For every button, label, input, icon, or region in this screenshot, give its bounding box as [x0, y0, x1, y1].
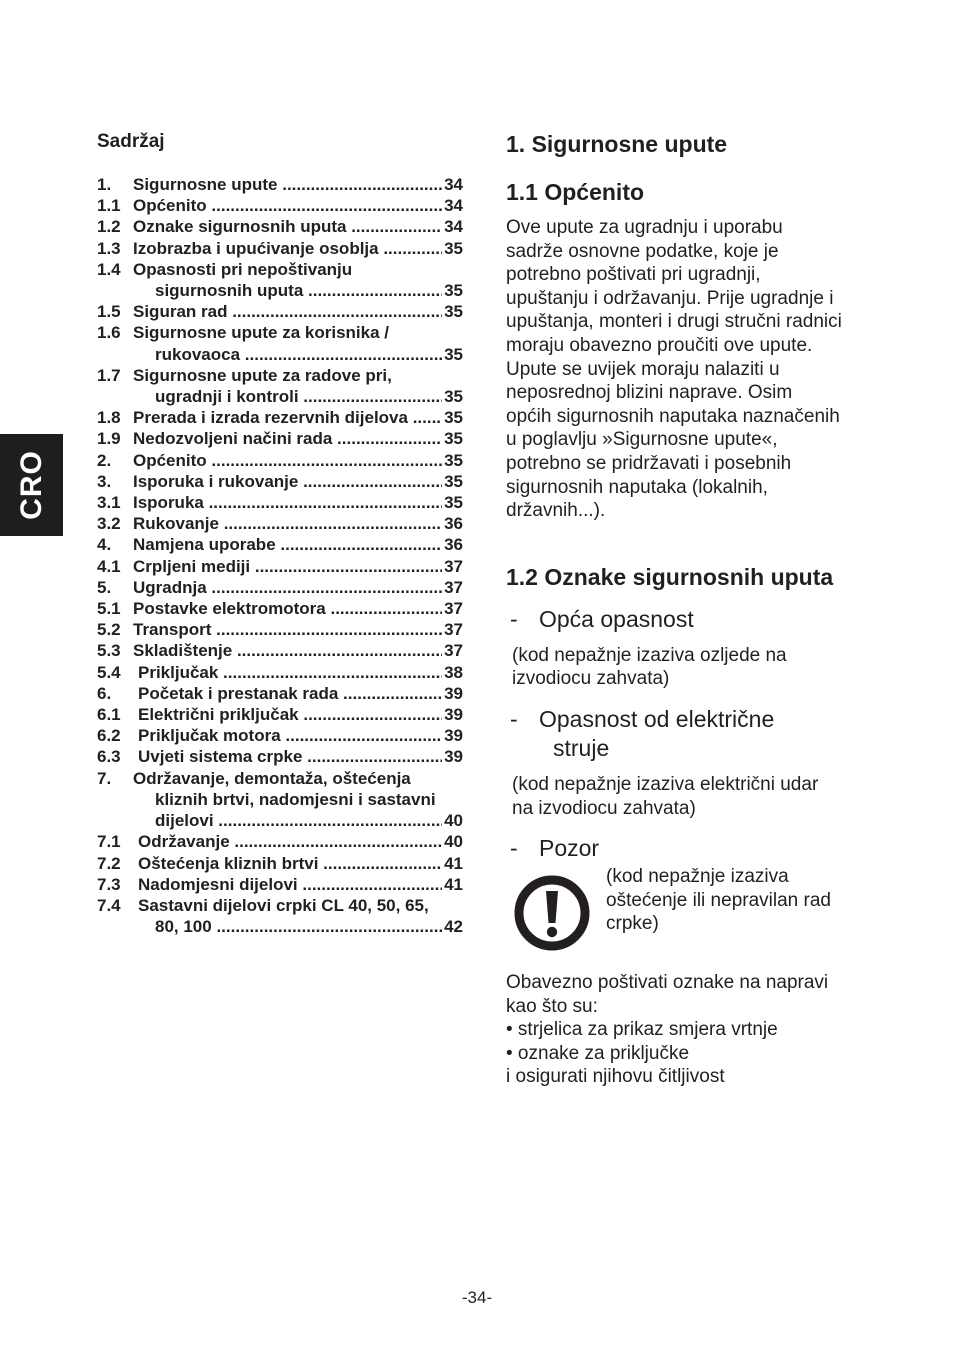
toc-entry-number: 5.1 — [97, 599, 121, 619]
toc-entry-body — [133, 450, 463, 471]
toc-entry — [97, 598, 463, 619]
toc-entry-line — [138, 853, 463, 874]
toc-entry-line — [138, 831, 463, 852]
toc-entry-page: 38 — [444, 662, 463, 682]
language-tab — [0, 434, 63, 536]
toc-entry-line — [133, 534, 463, 555]
toc-entry — [97, 238, 463, 259]
general-line: u poglavlju »Sigurnosne upute«, — [506, 429, 778, 451]
toc-entry-line — [133, 640, 463, 661]
dash-mark: - — [510, 835, 518, 862]
toc-entry-number: 1.2 — [97, 217, 121, 237]
hazard-caution-title: - Pozor — [506, 834, 876, 863]
toc-entry-title: Isporuka ..... — [133, 492, 442, 513]
general-line: potrebno se pridržavati i posebnih — [506, 452, 792, 474]
toc-entry-page: 39 — [444, 683, 463, 703]
general-line: moraju obavezno proučiti ove upute. — [506, 334, 813, 356]
toc-entry-page: 35 — [444, 493, 463, 513]
toc-entry-line — [133, 428, 463, 449]
toc-entry-line — [138, 725, 463, 746]
toc-entry-title: rukovaoca ..... — [155, 344, 442, 365]
toc-entry-page: 37 — [444, 577, 463, 597]
toc-entry — [97, 853, 463, 874]
toc-entry-title: ugradnji i kontroli ..... — [155, 386, 442, 407]
toc-entry-title: Općenito ..... — [133, 450, 442, 471]
general-line: državnih...). — [506, 500, 606, 522]
toc-entry-number: 1. — [97, 175, 112, 194]
general-line: sigurnosnih naputaka (lokalnih, — [506, 476, 768, 498]
toc-entry-number: 1.9 — [97, 429, 121, 449]
toc-entry-body — [138, 895, 463, 937]
toc-entry — [97, 577, 463, 598]
toc-entry-title: Ugradnja ..... — [133, 577, 442, 598]
toc-entry-title: Općenito ..... — [133, 195, 442, 216]
toc-entry-body — [138, 725, 463, 746]
toc-entry-line — [133, 513, 463, 534]
note-line: na izvodiocu zahvata) — [512, 797, 696, 819]
language-label: CRO — [14, 450, 48, 520]
toc-entry-page: 41 — [444, 874, 463, 894]
toc-entry-title: Postavke elektromotora ..... — [133, 598, 442, 619]
toc-entry-line — [133, 471, 463, 492]
toc-entry-page: 42 — [444, 917, 463, 937]
toc-entry — [97, 895, 463, 937]
dash-mark: - — [510, 705, 518, 732]
toc-entry-body — [138, 874, 463, 895]
subsection-heading-safety-signs: 1.2 Oznake sigurnosnih uputa — [506, 563, 834, 590]
toc-entry-title: Isporuka i rukovanje ..... — [133, 471, 442, 492]
toc-entry — [97, 831, 463, 852]
toc-entry-line — [138, 683, 463, 704]
toc-entry-title: Prerada i izrada rezervnih dijelova ..... — [133, 407, 442, 428]
hazard-electric-title — [506, 705, 876, 763]
toc-entry-title: Crpljeni mediji ..... — [133, 556, 442, 577]
hazard-general-title: - Opća opasnost — [506, 605, 876, 634]
toc-entry — [97, 513, 463, 534]
toc-entry — [97, 704, 463, 725]
toc-entry-body — [138, 662, 463, 683]
toc-entry-page: 35 — [444, 450, 463, 470]
toc-entry-body — [133, 577, 463, 598]
toc-entry-number: 2. — [97, 450, 112, 470]
toc-entry — [97, 216, 463, 237]
toc-entry-body — [133, 238, 463, 259]
toc-entry-title: Namjena uporabe ..... — [133, 534, 442, 555]
general-paragraph — [506, 216, 876, 523]
toc-entry-title: Rukovanje ..... — [133, 513, 442, 534]
closing-line: • strjelica za prikaz smjera vrtnje — [506, 1019, 778, 1041]
note-line: izvodiocu zahvata) — [512, 668, 670, 690]
general-line: upuštanju i održavanju. Prije ugradnje i — [506, 287, 834, 309]
toc-entry-title: kliznih brtvi, nadomjesni i sastavni — [155, 789, 436, 809]
toc-entry-number: 1.8 — [97, 408, 121, 428]
toc-entry-title: Oznake sigurnosnih uputa ..... — [133, 216, 442, 237]
closing-line: • oznake za priključke — [506, 1042, 690, 1064]
toc-entry-number: 1.7 — [97, 365, 121, 385]
toc-entry-page: 35 — [444, 281, 463, 301]
toc-entry-number: 7. — [97, 768, 112, 788]
general-line: potrebno poštivati pri ugradnji, — [506, 264, 761, 286]
closing-line: kao što su: — [506, 995, 598, 1017]
toc-entry-body — [138, 831, 463, 852]
toc-entry-number: 6.2 — [97, 726, 121, 746]
toc-entry-page: 37 — [444, 641, 463, 661]
toc-entry-body — [133, 513, 463, 534]
toc-entry — [97, 556, 463, 577]
toc-entry-title: Sigurnosne upute za korisnika / — [133, 323, 389, 343]
toc-entry-page: 39 — [444, 705, 463, 725]
toc-entry-body — [133, 407, 463, 428]
toc-entry-line — [133, 450, 463, 471]
toc-entry — [97, 725, 463, 746]
toc-entry — [97, 259, 463, 301]
toc-entry-page: 34 — [444, 196, 463, 216]
toc-entry — [97, 428, 463, 449]
toc-entry-body — [133, 301, 463, 322]
toc-entry-line — [133, 556, 463, 577]
toc-entry-line — [138, 874, 463, 895]
toc-entry-page: 35 — [444, 238, 463, 258]
note-line: crpke) — [606, 913, 659, 935]
toc-entry — [97, 322, 463, 364]
toc-entry-page: 39 — [444, 726, 463, 746]
toc-entry-number: 3. — [97, 471, 112, 491]
toc-entry-title: Održavanje ..... — [138, 831, 442, 852]
toc-entry-line — [126, 344, 463, 365]
toc-entry-title: Održavanje, demontaža, oštećenja — [133, 768, 411, 788]
toc-entry-page: 37 — [444, 620, 463, 640]
toc-entry-body — [133, 492, 463, 513]
closing-line: Obavezno poštivati oznake na napravi — [506, 972, 829, 994]
toc-entry-number: 6.1 — [97, 705, 121, 725]
toc-entry-number: 6. — [97, 683, 112, 703]
toc-entry-body — [133, 471, 463, 492]
toc-entry-title: Priključak ..... — [138, 662, 442, 683]
toc-entry-number: 7.1 — [97, 832, 121, 852]
toc-list — [97, 174, 463, 937]
toc-entry-line — [138, 895, 463, 916]
general-line: neposrednoj blizini naprave. Osim — [506, 382, 793, 404]
toc-entry-number: 7.3 — [97, 874, 121, 894]
toc-entry-line — [133, 492, 463, 513]
toc-entry-number: 6.3 — [97, 747, 121, 767]
toc-entry-body — [133, 195, 463, 216]
toc-entry-number: 5. — [97, 577, 112, 597]
toc-entry-title: Sigurnosne upute ..... — [133, 174, 442, 195]
toc-entry-page: 40 — [444, 811, 463, 831]
toc-entry — [97, 662, 463, 683]
toc-entry-body — [133, 322, 463, 364]
toc-entry-title: Nadomjesni dijelovi ..... — [138, 874, 442, 895]
caution-row — [506, 865, 876, 953]
toc-entry-page: 35 — [444, 387, 463, 407]
toc-entry-line — [133, 768, 463, 789]
hazard-caution-note — [606, 865, 831, 936]
toc-entry-number: 5.4 — [97, 662, 121, 682]
table-of-contents — [97, 130, 463, 937]
toc-entry-line — [133, 365, 463, 386]
toc-entry-line — [133, 577, 463, 598]
toc-entry-page: 37 — [444, 599, 463, 619]
toc-entry-number: 1.1 — [97, 196, 121, 216]
toc-entry — [97, 450, 463, 471]
toc-entry — [97, 174, 463, 195]
toc-entry — [97, 746, 463, 767]
toc-entry-page: 35 — [444, 344, 463, 364]
note-line: (kod nepažnje izaziva — [606, 866, 789, 888]
general-line: upuštanja, monteri i drugi stručni radnici — [506, 311, 842, 333]
hazard-electric-note — [506, 773, 876, 820]
toc-entry-line — [133, 216, 463, 237]
toc-entry-page: 35 — [444, 471, 463, 491]
toc-entry-page: 35 — [444, 429, 463, 449]
toc-entry-line — [126, 916, 463, 937]
page-number: -34- — [461, 1288, 493, 1307]
note-line: oštećenje ili nepravilan rad — [606, 889, 831, 911]
general-line: sadrže osnovne podatke, koje je — [506, 240, 779, 262]
toc-entry-body — [133, 768, 463, 832]
toc-entry-line — [133, 238, 463, 259]
toc-entry-title: Opasnosti pri nepoštivanju — [133, 259, 353, 279]
toc-entry-line — [126, 789, 463, 810]
toc-entry-page: 39 — [444, 747, 463, 767]
toc-entry-line — [138, 662, 463, 683]
toc-entry — [97, 619, 463, 640]
toc-entry — [97, 683, 463, 704]
toc-entry-line — [133, 598, 463, 619]
toc-entry-line — [126, 280, 463, 301]
toc-entry — [97, 365, 463, 407]
toc-entry-body — [133, 216, 463, 237]
toc-entry-title: Oštećenja kliznih brtvi ..... — [138, 853, 442, 874]
toc-entry-line — [133, 174, 463, 195]
toc-entry-line — [126, 810, 463, 831]
toc-title: Sadržaj — [97, 131, 165, 152]
toc-entry-page: 36 — [444, 535, 463, 555]
toc-entry-line — [133, 259, 463, 280]
toc-entry-title: Električni priključak ..... — [138, 704, 442, 725]
toc-entry-number: 1.5 — [97, 302, 121, 322]
exclamation-warning-icon — [512, 873, 592, 953]
toc-entry-body — [133, 365, 463, 407]
note-line: (kod nepažnje izaziva ozljede na — [512, 644, 787, 666]
toc-entry-page: 35 — [444, 302, 463, 322]
toc-entry-page: 34 — [444, 175, 463, 194]
subsection-heading-general: 1.1 Općenito — [506, 179, 645, 205]
hazard-general-note — [506, 644, 876, 691]
toc-entry-title: Sigurnosne upute za radove pri, — [133, 365, 392, 385]
general-line: općih sigurnosnih naputaka naznačenih — [506, 405, 840, 427]
toc-entry-body — [133, 598, 463, 619]
toc-entry-body — [133, 534, 463, 555]
closing-line: i osigurati njihovu čitljivost — [506, 1066, 725, 1088]
toc-entry — [97, 492, 463, 513]
toc-entry-page: 36 — [444, 514, 463, 534]
toc-entry-page: 35 — [444, 408, 463, 428]
toc-entry-number: 3.2 — [97, 514, 121, 534]
toc-entry — [97, 301, 463, 322]
toc-entry — [97, 471, 463, 492]
toc-entry-page: 34 — [444, 217, 463, 237]
toc-entry-line — [126, 386, 463, 407]
toc-entry — [97, 534, 463, 555]
toc-entry-title: Sastavni dijelovi crpki CL 40, 50, 65, — [138, 895, 429, 915]
toc-entry-line — [138, 704, 463, 725]
toc-entry-title: dijelovi ..... — [155, 810, 442, 831]
toc-entry-title: Uvjeti sistema crpke ..... — [138, 746, 442, 767]
toc-entry-line — [133, 619, 463, 640]
hazard-electric-title-line: Opasnost od električne — [539, 705, 775, 732]
toc-entry-title: Nedozvoljeni načini rada ..... — [133, 428, 442, 449]
note-line: (kod nepažnje izaziva električni udar — [512, 773, 819, 795]
toc-entry-title: sigurnosnih uputa ..... — [155, 280, 442, 301]
toc-entry — [97, 768, 463, 832]
toc-entry-body — [133, 619, 463, 640]
toc-entry-number: 4. — [97, 535, 112, 555]
toc-entry-line — [133, 322, 463, 343]
toc-entry-number: 5.2 — [97, 620, 121, 640]
toc-entry-body — [133, 640, 463, 661]
toc-entry-title: Transport ..... — [133, 619, 442, 640]
toc-entry-number: 7.2 — [97, 853, 121, 873]
toc-entry-title: 80, 100 ..... — [155, 916, 442, 937]
general-line: Upute se uvijek moraju nalaziti u — [506, 358, 780, 380]
toc-entry — [97, 874, 463, 895]
toc-entry — [97, 195, 463, 216]
toc-entry-body — [138, 746, 463, 767]
toc-entry-title: Početak i prestanak rada ..... — [138, 683, 442, 704]
toc-entry-title: Skladištenje ..... — [133, 640, 442, 661]
toc-entry-number: 1.6 — [97, 323, 121, 343]
toc-entry-line — [133, 301, 463, 322]
toc-entry-number: 5.3 — [97, 641, 121, 661]
toc-entry-page: 40 — [444, 832, 463, 852]
toc-entry-body — [138, 853, 463, 874]
toc-entry-line — [138, 746, 463, 767]
hazard-electric-title-line: struje — [553, 734, 610, 761]
toc-entry-line — [133, 195, 463, 216]
toc-entry-line — [133, 407, 463, 428]
section-heading-safety: 1. Sigurnosne upute — [506, 131, 728, 157]
dash-mark: - — [510, 605, 518, 632]
toc-entry-page: 37 — [444, 556, 463, 576]
toc-entry-body — [133, 556, 463, 577]
toc-entry-body — [138, 683, 463, 704]
toc-entry-number: 1.3 — [97, 238, 121, 258]
closing-paragraph — [506, 971, 876, 1089]
toc-entry-body — [133, 259, 463, 301]
toc-entry — [97, 407, 463, 428]
toc-entry-title: Izobrazba i upućivanje osoblja ..... — [133, 238, 442, 259]
toc-entry — [97, 640, 463, 661]
toc-entry-title: Priključak motora ..... — [138, 725, 442, 746]
toc-entry-body — [138, 704, 463, 725]
general-line: Ove upute za ugradnju i uporabu — [506, 217, 783, 238]
toc-entry-number: 7.4 — [97, 895, 121, 915]
toc-entry-page: 41 — [444, 853, 463, 873]
toc-entry-title: Siguran rad ..... — [133, 301, 442, 322]
toc-entry-body — [133, 174, 463, 195]
toc-entry-number: 1.4 — [97, 259, 121, 279]
toc-entry-body — [133, 428, 463, 449]
toc-entry-number: 3.1 — [97, 493, 121, 513]
toc-entry-number: 4.1 — [97, 556, 121, 576]
main-content — [506, 130, 876, 1089]
